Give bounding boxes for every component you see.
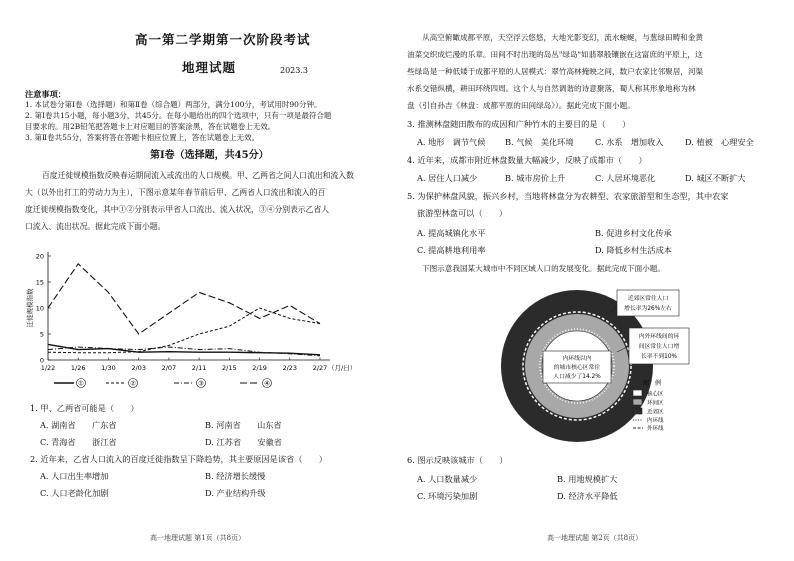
q4-stem: 4. 近年来，成都市附近林盘数量大幅减少，反映了成都市（ ） bbox=[407, 155, 647, 165]
x-tick-label: 1/30 bbox=[101, 364, 116, 372]
x-tick-label: 2/23 bbox=[282, 364, 298, 372]
page-footer: 高一地理试题 第2页（共8页） bbox=[547, 534, 643, 542]
q5-option-d[interactable]: D. 降低乡村生活成本 bbox=[595, 245, 672, 255]
legend-swatch-middle bbox=[633, 399, 642, 405]
q6-option-b[interactable]: B. 用地规模扩大 bbox=[557, 474, 618, 484]
intro-line: 大（以外出打工的劳动力为主），下图示意某年春节前后甲、乙两省人口流出和流入的百 bbox=[25, 188, 326, 197]
q5-option-b[interactable]: B. 促进乡村文化传承 bbox=[595, 228, 672, 238]
legend-label: 内环线 bbox=[647, 418, 664, 424]
q4-option-c[interactable]: C. 人居环境恶化 bbox=[595, 173, 656, 183]
q1-option-a[interactable]: A. 湖南省 广东省 bbox=[40, 420, 117, 430]
exam-subtitle: 地理试题 bbox=[182, 60, 237, 75]
x-tick-label: 2/11 bbox=[191, 364, 207, 372]
intro-line: 盘（引自孙吉《林盘：成都平原的田间绿岛》）。据此完成下面小题。 bbox=[407, 101, 635, 110]
legend-label-1: ① bbox=[78, 379, 84, 388]
q2-option-b[interactable]: B. 经济增长缓慢 bbox=[205, 471, 266, 481]
legend-title: 图 例 bbox=[643, 380, 662, 387]
q6-option-d[interactable]: D. 经济水平降低 bbox=[557, 491, 618, 501]
exam-title: 高一第二学期第一次阶段考试 bbox=[135, 32, 311, 47]
q1-option-d[interactable]: D. 江苏省 安徽省 bbox=[205, 437, 282, 447]
intro-line: 水系交错纵横，耕田环绕四周。这个人与自然调谐的诗意聚落，蜀人称其形象地称为林 bbox=[407, 84, 696, 93]
middle-label: 长率不到10% bbox=[640, 354, 678, 360]
note-line: 1. 本试卷分第Ⅰ卷（选择题）和第Ⅱ卷（综合题）两部分，满分100分，考试用时90分钟。 bbox=[25, 100, 322, 109]
y-tick-label: 20 bbox=[35, 252, 44, 261]
page-footer: 高一地理试题 第1页（共8页） bbox=[150, 534, 246, 542]
middle-label: 间区常住人口增 bbox=[638, 344, 680, 350]
outer-label-box bbox=[617, 290, 679, 316]
urban-ring-diagram bbox=[467, 282, 757, 442]
q4-option-b[interactable]: B. 城市房价上升 bbox=[505, 173, 566, 183]
legend-label-3: ③ bbox=[198, 379, 204, 388]
q5-stem-cont: 旅游型林盘可以（ ） bbox=[417, 208, 508, 218]
y-tick-label: 5 bbox=[39, 330, 44, 339]
intro-line: 油菜交织成烂漫的乐章。田间不时出现的岛丛"绿岛"如翡翠般镶嵌在这富庶的平原上，这 bbox=[407, 50, 703, 59]
q2-option-d[interactable]: D. 产业结构升级 bbox=[205, 488, 266, 498]
figure-intro: 下图示意我国某大城市中不同区域人口的发展变化。据此完成下面小题。 bbox=[422, 264, 665, 273]
legend-label: 环间区 bbox=[647, 400, 664, 407]
core-label: 的城市核心区常住 bbox=[553, 365, 601, 371]
q3-option-d[interactable]: D. 植被 心理安全 bbox=[685, 137, 754, 147]
q6-option-c[interactable]: C. 环境污染加剧 bbox=[417, 491, 478, 501]
note-line: 2. 第Ⅰ卷共15小题，每小题3分，共45分。在每小题给出的四个选项中，只有一项是最符合题 bbox=[25, 111, 332, 120]
outer-label: 近郊区常住人口 bbox=[627, 296, 669, 302]
note-line: 目要求的。用2B铅笔把答题卡上对应题目的答案涂黑，答在试题卷上无效。 bbox=[25, 122, 276, 131]
q5-stem: 5. 为保护林盘风貌，振兴乡村，当地将林盘分为农耕型、农家旅游型和生态型，其中农家 bbox=[407, 191, 729, 201]
middle-label: 内外环线间的环 bbox=[638, 334, 680, 340]
migration-index-chart bbox=[20, 248, 390, 390]
y-tick-label: 10 bbox=[35, 304, 44, 313]
q1-option-b[interactable]: B. 河南省 山东省 bbox=[205, 420, 282, 430]
q3-stem: 3. 推测林盘随田散布的成因和广种竹木的主要目的是（ ） bbox=[407, 119, 631, 129]
x-tick-label: 2/19 bbox=[252, 364, 267, 372]
x-tick-label: 1/22 bbox=[40, 364, 56, 372]
y-tick-label: 15 bbox=[35, 278, 44, 287]
q3-option-c[interactable]: C. 水系 增加收入 bbox=[595, 137, 664, 147]
series-line-4 bbox=[48, 264, 320, 334]
exam-date: 2023.3 bbox=[280, 66, 308, 75]
x-tick-label: 1/26 bbox=[70, 364, 86, 372]
intro-line: 口流入、流出状况。据此完成下面小题。 bbox=[25, 222, 166, 231]
legend-label: 近郊区 bbox=[647, 409, 664, 416]
q3-option-b[interactable]: B. 气候 美化环境 bbox=[505, 137, 574, 147]
legend-label-2: ② bbox=[130, 379, 136, 388]
section-title: 第Ⅰ卷（选择题，共45分） bbox=[150, 150, 269, 161]
legend-label-4: ④ bbox=[264, 379, 270, 388]
intro-line: 度迁徙规模指数变化，其中①②分别表示甲省人口流出、流入状况，③④分别表示乙省人 bbox=[25, 205, 330, 214]
x-tick-label: 2/03 bbox=[131, 364, 146, 372]
intro-line: 从高空俯瞰成都平原，天空浮云悠悠，大地光影变幻，流水蜿蜒，与葱绿田畴和金黄 bbox=[422, 33, 703, 42]
y-tick-label: 0 bbox=[39, 356, 44, 365]
x-tick-label: 2/07 bbox=[161, 364, 177, 372]
intro-line: 些绿岛是一种低矮于成都平原的人居模式：翠竹高林掩映之间，数户农家比邻聚居，河渠 bbox=[407, 67, 704, 76]
right-page bbox=[397, 0, 794, 561]
q3-option-a[interactable]: A. 地形 调节气候 bbox=[417, 137, 486, 147]
q2-option-c[interactable]: C. 人口老龄化加剧 bbox=[40, 488, 109, 498]
q4-option-a[interactable]: A. 居住人口减少 bbox=[417, 173, 478, 183]
legend-label: 核心区 bbox=[647, 391, 664, 398]
q5-option-c[interactable]: C. 提高耕地利用率 bbox=[417, 245, 486, 255]
outer-label: 增长率为26%左右 bbox=[624, 306, 672, 312]
q2-stem: 2. 近年来，乙省人口流入的百度迁徙指数呈下降趋势，其主要原因是该省（ ） bbox=[30, 454, 327, 464]
q6-option-a[interactable]: A. 人口数量减少 bbox=[417, 474, 478, 484]
legend-label: 外环线 bbox=[647, 426, 664, 432]
x-tick-label: 2/27 bbox=[312, 364, 328, 372]
x-axis-label: （月/日） bbox=[328, 364, 357, 372]
intro-line: 百度迁徙规模指数反映春运期间流入或流出的人口规模。甲、乙两省之间人口流出和流入数 bbox=[42, 171, 354, 180]
legend-swatch-core bbox=[633, 390, 642, 396]
y-axis-label: 迁徙规模指数 bbox=[26, 288, 34, 328]
notes-heading: 注意事项： bbox=[25, 89, 66, 99]
core-label: 人口减少了14.2% bbox=[553, 374, 601, 380]
q5-option-a[interactable]: A. 提高城镇化水平 bbox=[417, 228, 486, 238]
q4-option-d[interactable]: D. 城区不断扩大 bbox=[685, 173, 746, 183]
q2-option-a[interactable]: A. 人口出生率增加 bbox=[40, 471, 109, 481]
note-line: 3. 第Ⅱ卷共55分，答案将答在答题卡相应位置上，答在试题卷上无效。 bbox=[25, 133, 260, 142]
q1-stem: 1. 甲、乙两省可能是（ ） bbox=[30, 403, 139, 413]
series-line-2 bbox=[48, 308, 320, 353]
core-label: 内环线以内 bbox=[562, 356, 592, 362]
q1-option-c[interactable]: C. 青海省 浙江省 bbox=[40, 437, 117, 447]
q6-stem: 6. 图示反映该城市（ ） bbox=[407, 455, 508, 465]
legend-swatch-outer bbox=[633, 408, 642, 414]
x-tick-label: 2/15 bbox=[222, 364, 237, 372]
